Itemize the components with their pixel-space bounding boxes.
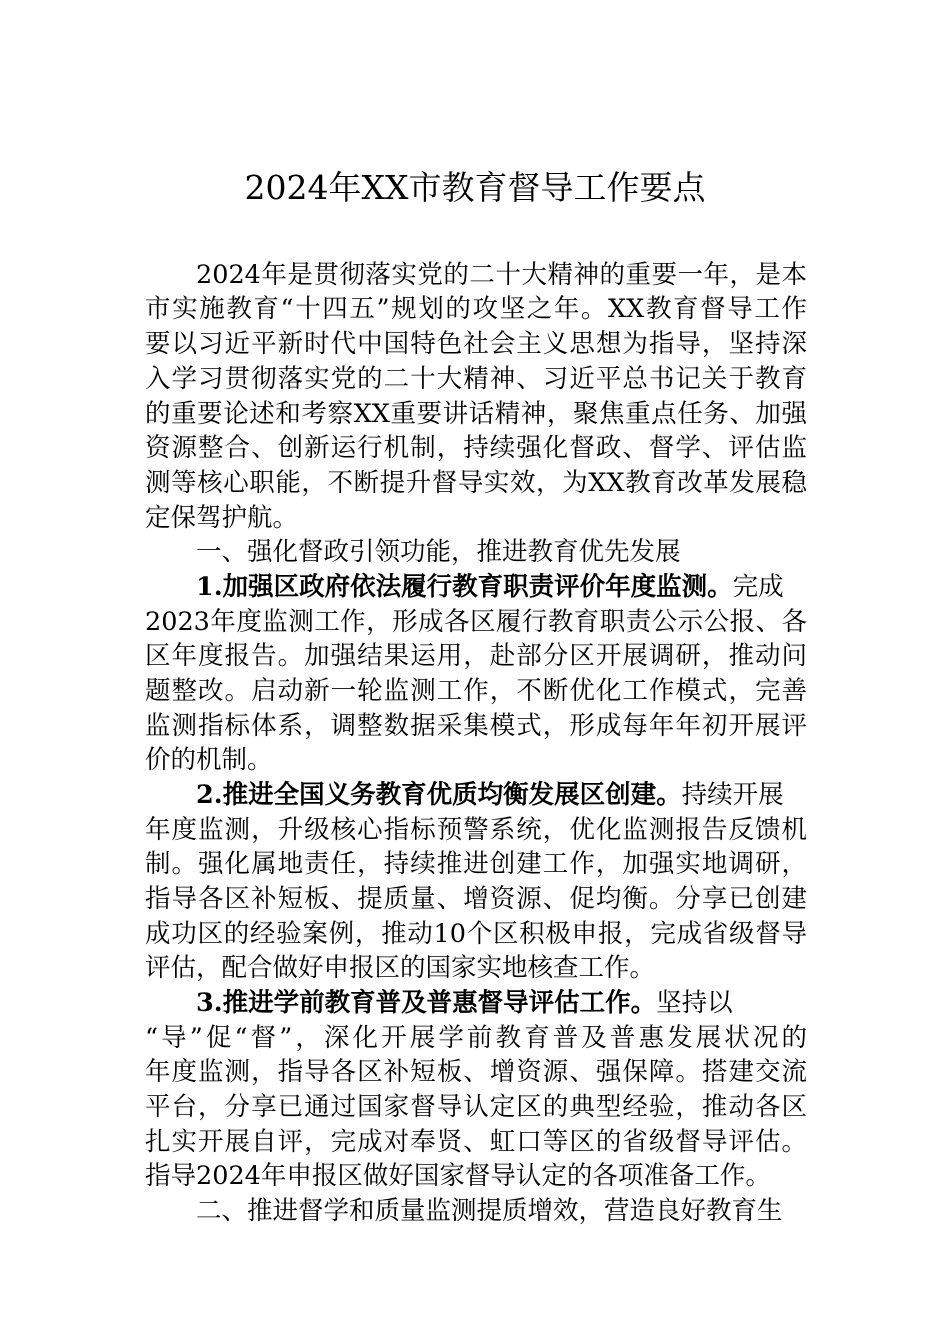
item-1-text-start: 完成	[732, 572, 784, 602]
item-3-heading: 3.推进学前教育普及普惠督导评估工作。	[196, 988, 657, 1018]
item-1-heading: 1.加强区政府依法履行教育职责评价年度监测。	[196, 572, 733, 602]
item-3-line-6: 指导2024年申报区做好国家督导认定的各项准备工作。	[145, 1161, 771, 1191]
intro-line-2: 市实施教育“十四五”规划的攻坚之年。XX教育督导工作	[145, 294, 807, 324]
intro-line-6: 资源整合、创新运行机制，持续强化督政、督学、评估监	[145, 433, 807, 463]
item-2-line-2: 年度监测，升级核心指标预警系统，优化监测报告反馈机	[145, 815, 807, 845]
intro-line-3: 要以习近平新时代中国特色社会主义思想为指导，坚持深	[145, 329, 807, 359]
intro-line-4: 入学习贯彻落实党的二十大精神、习近平总书记关于教育	[145, 364, 807, 394]
item-1-line-3: 区年度报告。加强结果运用，赴部分区开展调研，推动问	[145, 641, 807, 671]
item-2-first-line	[196, 778, 807, 812]
intro-line-1: 2024年是贯彻落实党的二十大精神的重要一年，是本	[196, 260, 807, 290]
item-3-line-5: 扎实开展自评，完成对奉贤、虹口等区的省级督导评估。	[145, 1127, 807, 1157]
item-3-line-4: 平台，分享已通过国家督导认定区的典型经验，推动各区	[145, 1092, 807, 1122]
item-1-line-2: 2023年度监测工作，形成各区履行教育职责公示公报、各	[145, 607, 807, 637]
section-heading-1: 一、强化督政引领功能，推进教育优先发展	[196, 537, 681, 567]
intro-line-8: 定保驾护航。	[145, 503, 299, 533]
intro-line-5: 的重要论述和考察XX重要讲话精神，聚焦重点任务、加强	[145, 399, 807, 429]
document-title: 2024年XX市教育督导工作要点	[244, 168, 706, 207]
intro-line-7: 测等核心职能，不断提升督导实效，为XX教育改革发展稳	[145, 468, 807, 498]
item-1-line-6: 价的机制。	[145, 745, 273, 775]
item-2-line-5: 成功区的经验案例，推动10个区积极申报，完成省级督导	[145, 919, 807, 949]
item-2-line-4: 指导各区补短板、提质量、增资源、促均衡。分享已创建	[145, 884, 807, 914]
item-1-first-line	[196, 570, 807, 604]
item-2-heading: 2.推进全国义务教育优质均衡发展区创建。	[196, 780, 682, 810]
item-3-first-line	[196, 986, 807, 1020]
item-3-text-start: 坚持以	[656, 988, 733, 1018]
item-3-line-3: 年度监测，指导各区补短板、增资源、强保障。搭建交流	[145, 1057, 807, 1087]
item-2-line-3: 制。强化属地责任，持续推进创建工作，加强实地调研，	[145, 849, 807, 879]
section-heading-2: 二、推进督学和质量监测提质增效，营造良好教育生	[196, 1196, 783, 1226]
item-3-line-2: “导”促“督”，深化开展学前教育普及普惠发展状况的	[145, 1023, 807, 1053]
item-2-text-start: 持续开展	[681, 780, 784, 810]
item-1-line-4: 题整改。启动新一轮监测工作，不断优化工作模式，完善	[145, 676, 807, 706]
item-1-line-5: 监测指标体系，调整数据采集模式，形成每年年初开展评	[145, 711, 807, 741]
item-2-line-6: 评估，配合做好申报区的国家实地核查工作。	[145, 953, 656, 983]
